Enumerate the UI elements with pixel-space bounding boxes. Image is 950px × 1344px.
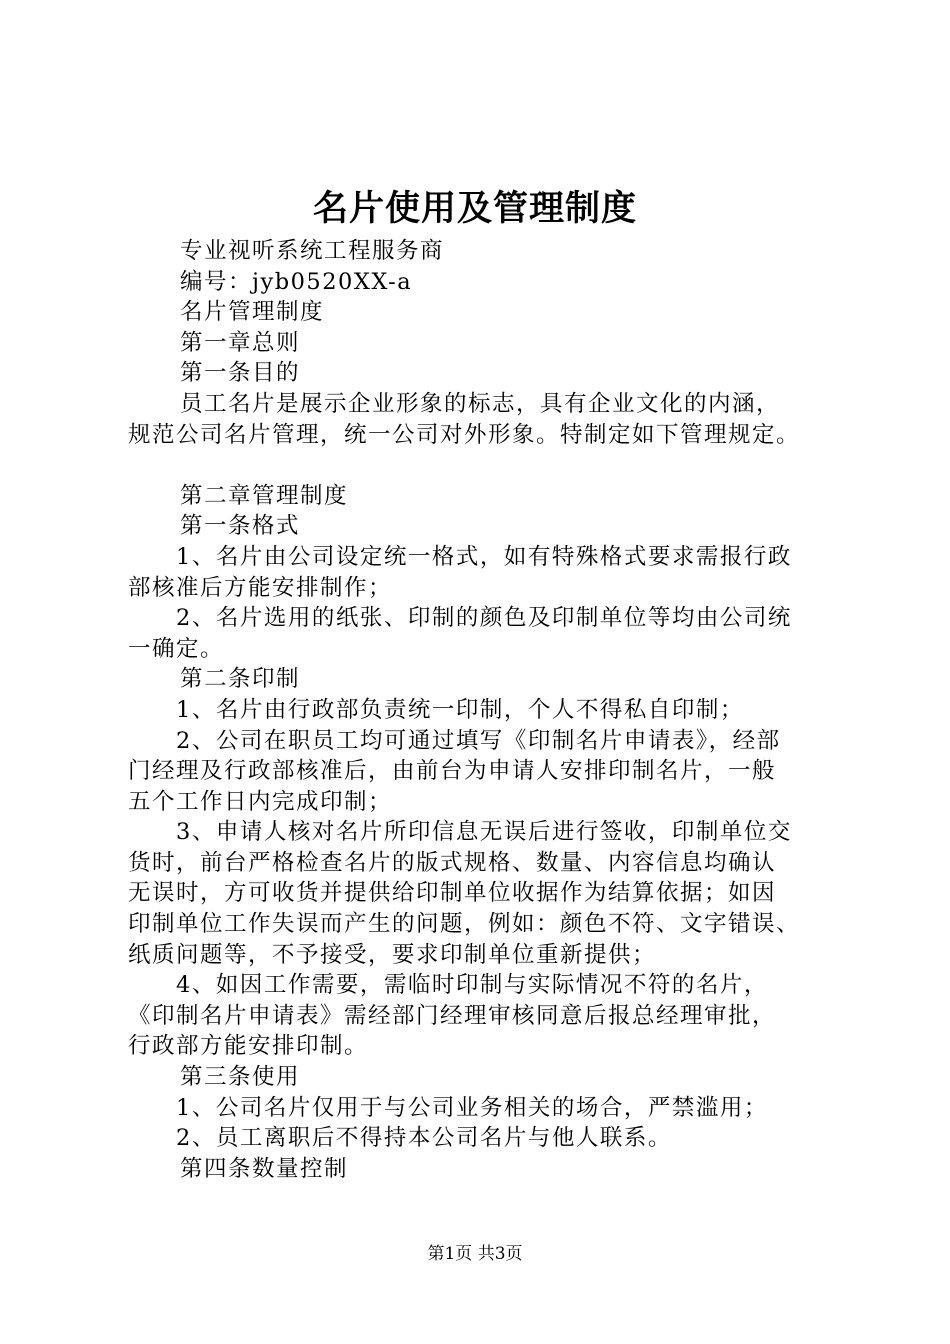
article-heading: 第四条数量控制 (180, 1155, 349, 1182)
paragraph-line: 2、员工离职后不得持本公司名片与他人联系。 (176, 1125, 672, 1152)
article-heading: 第一条格式 (180, 513, 301, 540)
paragraph-line: 规范公司名片管理，统一公司对外形象。特制定如下管理规定。 (128, 421, 801, 448)
paragraph-line: 货时，前台严格检查名片的版式规格、数量、内容信息均确认 (128, 849, 777, 876)
paragraph-line: 行政部方能安排印制。 (128, 1033, 369, 1060)
article-heading: 第三条使用 (180, 1064, 301, 1091)
text-line: 专业视听系统工程服务商 (180, 238, 445, 264)
chapter-heading: 第一章总则 (180, 329, 301, 356)
paragraph-line: 4、如因工作需要，需临时印制与实际情况不符的名片， (176, 972, 768, 999)
paragraph-line: 门经理及行政部核准后，由前台为申请人安排印制名片，一般 (128, 758, 777, 785)
document-title: 名片使用及管理制度 (312, 188, 637, 229)
paragraph-line: 《印制名片申请表》需经部门经理审核同意后报总经理审批， (128, 1002, 777, 1029)
paragraph-line: 1、名片由行政部负责统一印制，个人不得私自印制； (176, 696, 744, 723)
article-heading: 第一条目的 (180, 360, 301, 387)
paragraph-line: 印制单位工作失误而产生的问题，例如：颜色不符、文字错误、 (128, 911, 801, 938)
chapter-heading: 第二章管理制度 (180, 482, 349, 509)
text-line: 名片管理制度 (180, 299, 325, 326)
paragraph-line: 2、名片选用的纸张、印制的颜色及印制单位等均由公司统 (176, 605, 792, 632)
paragraph-line: 一确定。 (128, 635, 225, 662)
paragraph-line: 1、名片由公司设定统一格式，如有特殊格式要求需报行政 (176, 543, 792, 570)
page-number-footer: 第1页 共3页 (427, 1244, 523, 1264)
paragraph-line: 2、公司在职员工均可通过填写《印制名片申请表》，经部 (176, 727, 781, 754)
paragraph-line: 五个工作日内完成印制； (128, 788, 393, 815)
paragraph-line: 无误时，方可收货并提供给印制单位收据作为结算依据；如因 (128, 880, 777, 907)
text-line: 编号：jyb0520XX-a (180, 268, 413, 295)
paragraph-line: 3、申请人核对名片所印信息无误后进行签收，印制单位交 (176, 819, 792, 846)
article-heading: 第二条印制 (180, 666, 301, 693)
document-body (128, 236, 840, 1184)
paragraph-line: 纸质问题等，不予接受，要求印制单位重新提供； (128, 941, 657, 968)
paragraph-line: 部核准后方能安排制作； (128, 574, 393, 601)
paragraph-gap (128, 450, 840, 481)
paragraph-line: 员工名片是展示企业形象的标志，具有企业文化的内涵， (180, 390, 781, 417)
paragraph-line: 1、公司名片仅用于与公司业务相关的场合，严禁滥用； (176, 1094, 768, 1121)
